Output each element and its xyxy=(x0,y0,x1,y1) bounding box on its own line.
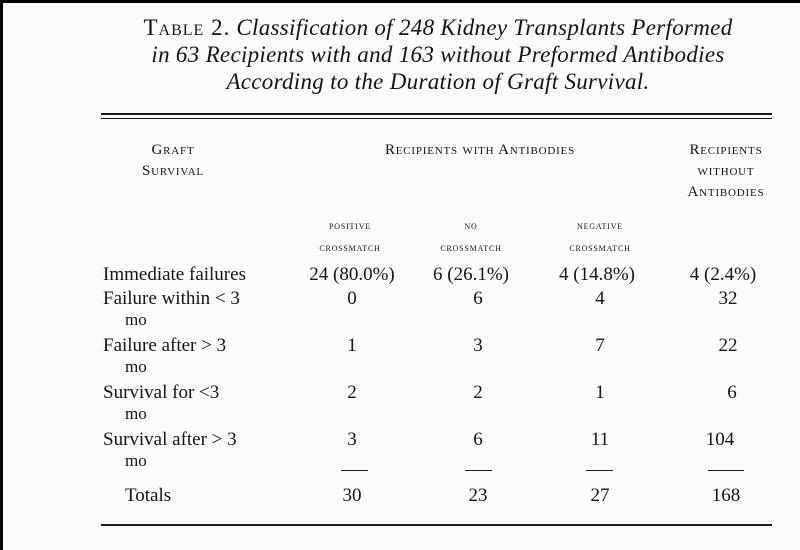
table-row xyxy=(0,335,800,376)
subheader-negative-line1: negative xyxy=(577,218,623,232)
cell-without: 32 xyxy=(718,288,738,309)
header-without-line1: Recipients xyxy=(689,142,763,158)
subheader-no-line2: crossmatch xyxy=(440,240,502,254)
table-row xyxy=(0,264,800,288)
cell-no: 6 xyxy=(473,288,483,309)
cell-negative: 4 xyxy=(595,288,605,309)
subheader-no-line1: no xyxy=(464,218,478,232)
top-rule-1 xyxy=(101,113,772,115)
cell-without: 104 xyxy=(705,429,735,450)
row-label-cont: mo xyxy=(125,357,147,376)
table-number: Table 2. xyxy=(143,15,231,40)
cell-positive: 3 xyxy=(347,429,357,450)
header-without-line2: without xyxy=(697,163,755,179)
row-label: Survival for <3 xyxy=(103,382,220,403)
sum-line xyxy=(341,470,368,471)
cell-positive: 1 xyxy=(347,335,357,356)
sum-line xyxy=(586,470,613,471)
top-rule-2 xyxy=(101,118,772,119)
cell-negative: 7 xyxy=(595,335,605,356)
header-without-line3: Antibodies xyxy=(687,184,765,200)
cell-no: 6 (26.1%) xyxy=(433,264,509,285)
cell-no: 6 xyxy=(473,429,483,450)
total-positive: 30 xyxy=(342,485,362,506)
total-without: 168 xyxy=(711,485,741,506)
row-label: Failure within < 3 xyxy=(103,288,240,309)
caption-line-2: in 63 Recipients with and 163 without Preformed Antibodies xyxy=(151,42,725,67)
cell-positive: 24 (80.0%) xyxy=(309,264,395,285)
subheader-negative-line2: crossmatch xyxy=(569,240,631,254)
sum-line xyxy=(708,470,744,471)
header-graft-survival-line2: Survival xyxy=(142,163,204,179)
row-label: Survival after > 3 xyxy=(103,429,237,450)
image-border-top xyxy=(0,0,800,3)
cell-without: 22 xyxy=(718,335,738,356)
totals-row xyxy=(0,485,800,509)
cell-positive: 2 xyxy=(347,382,357,403)
cell-without: 4 (2.4%) xyxy=(689,264,757,285)
caption-line-1 xyxy=(98,14,778,41)
sum-line xyxy=(465,470,492,471)
header-with-antibodies: Recipients with Antibodies xyxy=(384,142,576,158)
total-no: 23 xyxy=(468,485,488,506)
cell-no: 3 xyxy=(473,335,483,356)
table-row xyxy=(0,288,800,329)
subheader-positive-line2: crossmatch xyxy=(319,240,381,254)
row-label-cont: mo xyxy=(125,310,147,329)
row-label-cont: mo xyxy=(125,451,147,470)
row-label: Immediate failures xyxy=(103,264,246,285)
header-graft-survival xyxy=(118,140,228,182)
row-label: Failure after > 3 xyxy=(103,335,227,356)
table-row xyxy=(0,382,800,423)
totals-label: Totals xyxy=(125,485,172,506)
table-caption xyxy=(98,14,778,95)
table-row xyxy=(0,429,800,470)
cell-negative: 1 xyxy=(595,382,605,403)
row-label-cont: mo xyxy=(125,404,147,423)
bottom-rule xyxy=(101,524,772,526)
total-negative: 27 xyxy=(590,485,610,506)
header-graft-survival-line1: Graft xyxy=(151,142,195,158)
header-without-antibodies xyxy=(656,140,796,203)
cell-without: 6 xyxy=(727,382,737,403)
cell-positive: 0 xyxy=(347,288,357,309)
caption-text-1: Classification of 248 Kidney Transplants Performed xyxy=(236,15,733,40)
subheader-positive-line1: positive xyxy=(329,218,371,232)
subheader-no-crossmatch xyxy=(411,214,531,258)
cell-negative: 4 (14.8%) xyxy=(559,264,635,285)
cell-negative: 11 xyxy=(590,429,610,450)
caption-line-3: According to the Duration of Graft Survival. xyxy=(226,69,650,94)
subheader-positive-crossmatch xyxy=(290,214,410,258)
subheader-negative-crossmatch xyxy=(540,214,660,258)
cell-no: 2 xyxy=(473,382,483,403)
